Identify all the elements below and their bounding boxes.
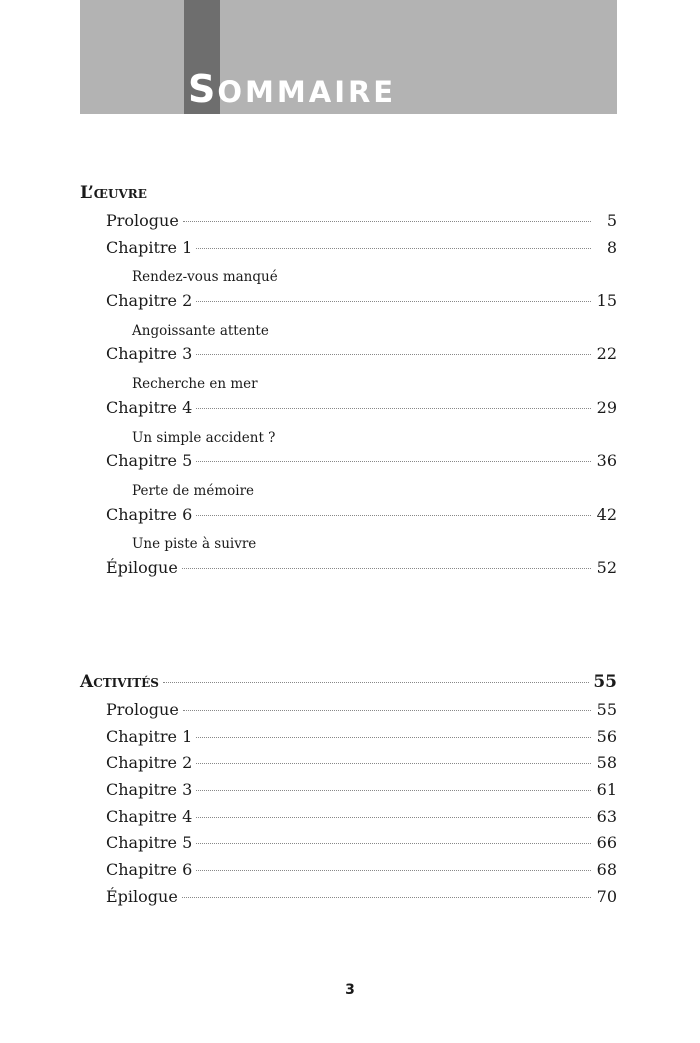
toc-entry-chapitre-3[interactable] [80, 780, 617, 807]
dot-leader [196, 408, 591, 409]
toc-entry-label: Chapitre 5 [106, 833, 193, 853]
toc-entry-page: 5 [606, 211, 617, 230]
section-heading-label: L’œuvre [80, 183, 147, 203]
dot-leader [196, 870, 591, 871]
page-title-rest: OMMAIRE [217, 75, 397, 109]
dot-leader [196, 763, 591, 764]
toc-entry-chapitre-3[interactable] [80, 344, 617, 371]
page-title-initial: S [188, 67, 218, 111]
toc-chapter-subtitle: Perte de mémoire [132, 482, 255, 499]
toc-entry-label: Chapitre 2 [106, 291, 193, 311]
dot-leader [196, 817, 591, 818]
toc-entry-chapitre-4[interactable] [80, 807, 617, 834]
section-heading-oeuvre [80, 183, 617, 211]
toc-entry-page: 55 [593, 672, 617, 692]
toc-chapter-subtitle: Angoissante attente [132, 322, 269, 339]
toc-entry-label: Épilogue [106, 557, 178, 577]
dot-leader [196, 354, 591, 355]
dot-leader [196, 301, 591, 302]
toc-entry-label: Chapitre 2 [106, 753, 193, 773]
toc-entry-label: Chapitre 3 [106, 344, 193, 364]
toc-entry-page: 66 [596, 833, 617, 853]
toc-section-activites [80, 672, 617, 914]
dot-leader [196, 737, 591, 738]
dot-leader [183, 710, 591, 711]
toc-chapter-subtitle: Un simple accident ? [132, 429, 276, 446]
dot-leader [196, 461, 591, 462]
toc-entry-chapitre-2[interactable] [80, 753, 617, 780]
toc-entry-epilogue[interactable] [80, 887, 617, 914]
toc-section-oeuvre [80, 183, 617, 585]
toc-entry-label: Chapitre 4 [106, 397, 193, 417]
toc-entry-label: Chapitre 6 [106, 504, 193, 524]
dot-leader [182, 568, 591, 569]
toc-entry-chapitre-6[interactable] [80, 860, 617, 887]
toc-entry-label: Prologue [106, 211, 179, 230]
toc-entry-chapitre-5[interactable] [80, 451, 617, 478]
toc-entry-label: Chapitre 3 [106, 780, 193, 800]
section-heading-label: Activités [80, 672, 159, 692]
toc-entry-page: 70 [596, 886, 617, 906]
dot-leader [183, 221, 591, 222]
dot-leader [163, 682, 589, 683]
toc-entry-page: 29 [596, 397, 617, 417]
page-title [188, 67, 397, 111]
toc-entry-label: Épilogue [106, 886, 178, 906]
toc-entry-chapitre-4[interactable] [80, 398, 617, 425]
toc-entry-label: Chapitre 5 [106, 451, 193, 471]
toc-entry-chapitre-2[interactable] [80, 291, 617, 318]
section-heading-activites[interactable] [80, 672, 617, 700]
dot-leader [182, 897, 591, 898]
toc-entry-page: 56 [596, 726, 617, 746]
toc-chapter-subtitle: Une piste à suivre [132, 536, 257, 553]
dot-leader [196, 843, 591, 844]
toc-entry-prologue[interactable] [80, 211, 617, 238]
toc-chapter-subtitle: Rendez-vous manqué [132, 269, 278, 286]
toc-entry-prologue[interactable] [80, 700, 617, 727]
toc-entry-page: 15 [596, 291, 617, 311]
dot-leader [196, 248, 591, 249]
toc-entry-label: Chapitre 1 [106, 726, 193, 746]
toc-entry-page: 42 [596, 504, 617, 524]
toc-entry-page: 22 [596, 344, 617, 364]
dot-leader [196, 515, 591, 516]
toc-entry-page: 8 [606, 237, 617, 257]
toc-entry-chapitre-1[interactable] [80, 238, 617, 265]
toc-entry-epilogue[interactable] [80, 558, 617, 585]
toc-entry-page: 58 [596, 753, 617, 773]
toc-entry-page: 68 [596, 860, 617, 880]
dot-leader [196, 790, 591, 791]
toc-entry-label: Chapitre 4 [106, 806, 193, 826]
page-number: 3 [345, 982, 355, 998]
toc-entry-label: Chapitre 6 [106, 860, 193, 880]
toc-entry-chapitre-5[interactable] [80, 833, 617, 860]
toc-entry-page: 52 [596, 557, 617, 577]
toc-entry-page: 63 [596, 806, 617, 826]
toc-entry-page: 36 [596, 451, 617, 471]
toc-entry-label: Prologue [106, 700, 179, 719]
toc-entry-chapitre-1[interactable] [80, 727, 617, 754]
toc-entry-page: 55 [596, 700, 617, 719]
toc-entry-chapitre-6[interactable] [80, 505, 617, 532]
toc-chapter-subtitle: Recherche en mer [132, 376, 258, 393]
toc-entry-page: 61 [596, 780, 617, 800]
toc-entry-label: Chapitre 1 [106, 237, 193, 257]
